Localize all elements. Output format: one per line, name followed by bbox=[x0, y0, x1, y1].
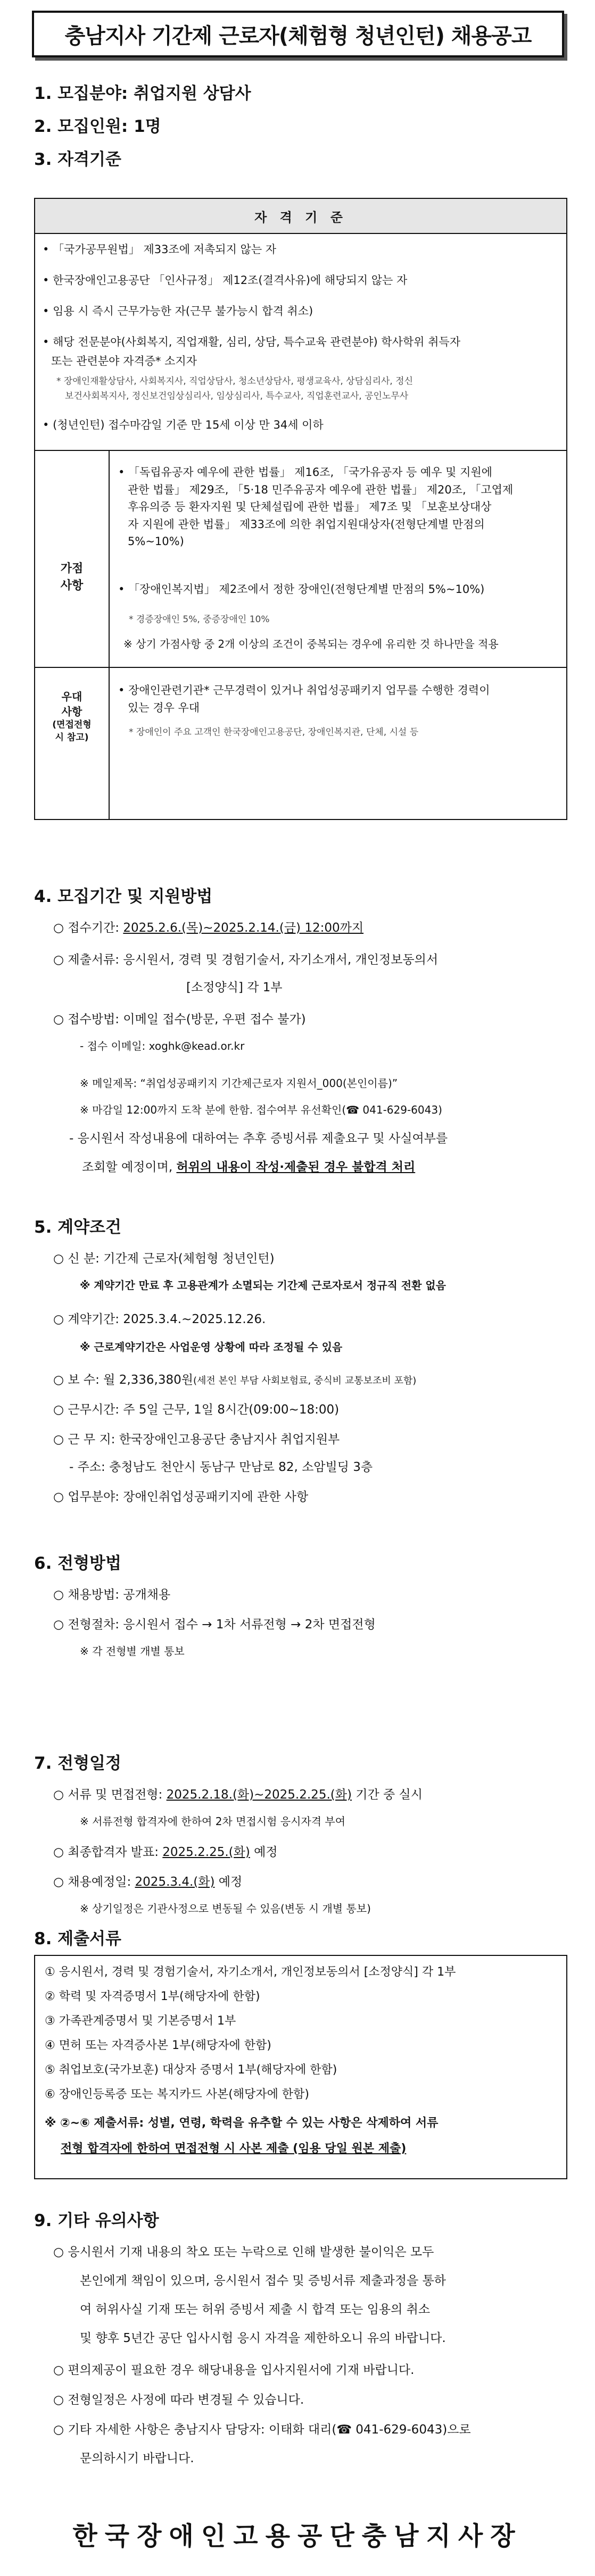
section-contract: 5. 계약조건 bbox=[34, 1218, 121, 1237]
etc-line: ○ 응시원서 기재 내용의 착오 또는 누락으로 인해 발생한 불이익은 모두 bbox=[53, 2245, 434, 2259]
issuer-signature: 한국장애인고용공단충남지사장 bbox=[72, 2521, 523, 2551]
document-item: ② 학력 및 자격증명서 1부(해당자에 한함) bbox=[45, 1990, 260, 2003]
period-line: ○ 접수기간: 2025.2.6.(목)~2025.2.14.(금) 12:00까지 bbox=[53, 921, 364, 935]
section-qualification: 3. 자격기준 bbox=[34, 150, 121, 169]
qualification-item: • (청년인턴) 접수마감일 기준 만 15세 이상 만 34세 이하 bbox=[43, 419, 324, 431]
period-docs-cont: [소정양식] 각 1부 bbox=[186, 981, 283, 994]
section-etc: 9. 기타 유의사항 bbox=[34, 2211, 159, 2230]
documents-note-cont: 전형 합격자에 한하여 면접전형 시 사본 제출 (임용 당일 원본 제출) bbox=[61, 2142, 407, 2155]
period-deadline-note: ※ 마감일 12:00까지 도착 분에 한함. 접수여부 유선확인(☎ 041-629-6043) bbox=[80, 1103, 442, 1116]
preference-label: 우대 사항 (면접전형 시 참고) bbox=[52, 690, 92, 743]
period-docs: ○ 제출서류: 응시원서, 경력 및 경험기술서, 자기소개서, 개인정보동의서 bbox=[53, 953, 439, 967]
preference-text: • 장애인관련기관* 근무경력이 있거나 취업성공패키지 업무를 수행한 경력이 있는 경우 우대 bbox=[118, 684, 490, 714]
section-period: 4. 모집기간 및 지원방법 bbox=[34, 887, 213, 906]
contract-address: - 주소: 충청남도 천안시 동남구 만남로 82, 소암빌딩 3층 bbox=[69, 1460, 373, 1474]
section-documents: 8. 제출서류 bbox=[34, 1929, 121, 1948]
contract-hours: ○ 근무시간: 주 5일 근무, 1일 8시간(09:00~18:00) bbox=[53, 1403, 340, 1417]
qualification-item: • 한국장애인고용공단 「인사규정」 제12조(결격사유)에 해당되지 않는 자 bbox=[43, 274, 408, 287]
period-method: ○ 접수방법: 이메일 접수(방문, 우편 접수 불가) bbox=[53, 1013, 306, 1026]
period-verify-note-cont: 조회할 예정이며, 허위의 내용이 작성·제출된 경우 불합격 처리 bbox=[82, 1160, 416, 1174]
contract-workplace: ○ 근 무 지: 한국장애인고용공단 충남지사 취업지원부 bbox=[53, 1433, 340, 1446]
section-headcount: 2. 모집인원: 1명 bbox=[34, 117, 161, 136]
table-column-divider bbox=[109, 450, 110, 819]
etc-schedule-change: ○ 전형일정은 사정에 따라 변경될 수 있습니다. bbox=[53, 2393, 304, 2407]
section-recruit-field: 1. 모집분야: 취업지원 상담사 bbox=[34, 84, 251, 103]
qualification-table-header: 자 격 기 준 bbox=[35, 199, 566, 234]
qualification-item: • 「국가공무원법」 제33조에 저촉되지 않는 자 bbox=[43, 243, 277, 256]
etc-line-cont: 여 허위사실 기재 또는 허위 증빙서 제출 시 합격 또는 임용의 취소 bbox=[80, 2303, 431, 2316]
schedule-screening: ○ 서류 및 면접전형: 2025.2.18.(화)~2025.2.25.(화) 기간 중 실시 bbox=[53, 1788, 423, 1802]
method-type: ○ 채용방법: 공개채용 bbox=[53, 1588, 171, 1602]
document-item: ④ 면허 또는 자격증사본 1부(해당자에 한함) bbox=[45, 2039, 271, 2052]
etc-line-cont: 및 향후 5년간 공단 입사시험 응시 자격을 제한하오니 유의 바랍니다. bbox=[80, 2331, 446, 2345]
contract-period: ○ 계약기간: 2025.3.4.~2025.12.26. bbox=[53, 1312, 266, 1326]
documents-box bbox=[34, 1955, 567, 2179]
etc-contact-cont: 문의하시기 바랍니다. bbox=[80, 2452, 194, 2465]
documents-note: ※ ②~⑥ 제출서류: 성별, 연령, 학력을 유추할 수 있는 사항은 삭제하여 서류 bbox=[45, 2117, 439, 2130]
table-divider bbox=[35, 667, 566, 668]
bonus-label: 가점 사항 bbox=[60, 562, 84, 592]
etc-contact: ○ 기타 자세한 사항은 충남지사 담당자: 이태화 대리(☎ 041-629-6043)으로 bbox=[53, 2423, 471, 2437]
section-method: 6. 전형방법 bbox=[34, 1554, 121, 1573]
period-verify-note: - 응시원서 작성내용에 대하여는 추후 증빙서류 제출요구 및 사실여부를 bbox=[69, 1132, 448, 1145]
qualification-item: • 해당 전문분야(사회복지, 직업재활, 심리, 상담, 특수교육 관련분야) 학사학위 취득자 bbox=[43, 336, 460, 348]
table-divider bbox=[35, 450, 566, 451]
schedule-change-note: ※ 상기일정은 기관사정으로 변동될 수 있음(변동 시 개별 통보) bbox=[80, 1902, 371, 1915]
qualification-item: • 임용 시 즉시 근무가능한 자(근무 불가능시 합격 취소) bbox=[43, 305, 313, 317]
certificate-note-cont: 보건사회복지사, 정신보건임상심리사, 임상심리사, 특수교사, 직업훈련교사, 공인노무사 bbox=[65, 391, 409, 402]
document-item: ③ 가족관계증명서 및 기본증명서 1부 bbox=[45, 2014, 236, 2028]
section-schedule: 7. 전형일정 bbox=[34, 1754, 121, 1773]
bonus-disabled-text: • 「장애인복지법」 제2조에서 정한 장애인(전형단계별 만점의 5%~10%) bbox=[118, 583, 485, 596]
contract-status-note: ※ 계약기간 만료 후 고용관계가 소멸되는 기간제 근로자로서 정규직 전환 없음 bbox=[80, 1279, 446, 1292]
qualification-table bbox=[34, 198, 567, 820]
document-item: ① 응시원서, 경력 및 경험기술서, 자기소개서, 개인정보동의서 [소정양식] 각 1부 bbox=[45, 1966, 456, 1979]
method-notify-note: ※ 각 전형별 개별 통보 bbox=[80, 1645, 185, 1658]
method-process: ○ 전형절차: 응시원서 접수 → 1차 서류전형 → 2차 면접전형 bbox=[53, 1618, 376, 1632]
schedule-screening-note: ※ 서류전형 합격자에 한하여 2차 면접시험 응시자격 부여 bbox=[80, 1815, 346, 1828]
preference-note: * 장애인이 주요 고객인 한국장애인고용공단, 장애인복지관, 단체, 시설 등 bbox=[129, 727, 419, 738]
period-email: - 접수 이메일: xoghk@kead.or.kr bbox=[80, 1040, 245, 1052]
contract-status: ○ 신 분: 기간제 근로자(체험형 청년인턴) bbox=[53, 1252, 275, 1266]
bonus-patriot-text: • 「독립유공자 예우에 관한 법률」 제16조, 「국가유공자 등 예우 및 지원에 관한 법률」 제29조, 「5·18 민주유공자 예우에 관한 법률」 제20조, 「고엽제 후유의증 등 환자지원 및 단체설립에 관한 법률」 제7조 및 「보훈보상대상 자 지원에 관한 법률」 제33조에 의한 취업지원대상자(전형단계별 만점의 5%~10%) bbox=[118, 466, 514, 548]
bonus-disabled-note: * 경증장애인 5%, 중증장애인 10% bbox=[129, 614, 270, 625]
certificate-note: * 장애인재활상담사, 사회복지사, 직업상담사, 청소년상담사, 평생교육사, 상담심리사, 정신 bbox=[56, 376, 413, 387]
period-mail-subject: ※ 메일제목: “취업성공패키지 기간제근로자 지원서_000(본인이름)” bbox=[80, 1077, 398, 1090]
document-item: ⑥ 장애인등록증 또는 복지카드 사본(해당자에 한함) bbox=[45, 2088, 309, 2101]
contract-salary: ○ 보 수: 월 2,336,380원(세전 본인 부담 사회보험료, 중식비 교통보조비 포함) bbox=[53, 1373, 417, 1387]
etc-line-cont: 본인에게 책임이 있으며, 응시원서 접수 및 증빙서류 제출과정을 통하 bbox=[80, 2274, 446, 2288]
qualification-item-cont: 또는 관련분야 자격증* 소지자 bbox=[51, 355, 197, 367]
document-item: ⑤ 취업보호(국가보훈) 대상자 증명서 1부(해당자에 한함) bbox=[45, 2063, 337, 2077]
contract-period-note: ※ 근로계약기간은 사업운영 상황에 따라 조정될 수 있음 bbox=[80, 1341, 343, 1353]
schedule-hire-date: ○ 채용예정일: 2025.3.4.(화) 예정 bbox=[53, 1875, 243, 1889]
bonus-warning: ※ 상기 가점사항 중 2개 이상의 조건이 중복되는 경우에 유리한 것 하나만을 적용 bbox=[123, 638, 499, 650]
notice-title: 충남지사 기간제 근로자(체험형 청년인턴) 채용공고 bbox=[64, 23, 532, 48]
contract-duty: ○ 업무분야: 장애인취업성공패키지에 관한 사항 bbox=[53, 1490, 309, 1504]
notice-title-box bbox=[32, 11, 564, 57]
schedule-final: ○ 최종합격자 발표: 2025.2.25.(화) 예정 bbox=[53, 1845, 278, 1859]
etc-accommodation: ○ 편의제공이 필요한 경우 해당내용을 입사지원서에 기재 바랍니다. bbox=[53, 2363, 415, 2377]
